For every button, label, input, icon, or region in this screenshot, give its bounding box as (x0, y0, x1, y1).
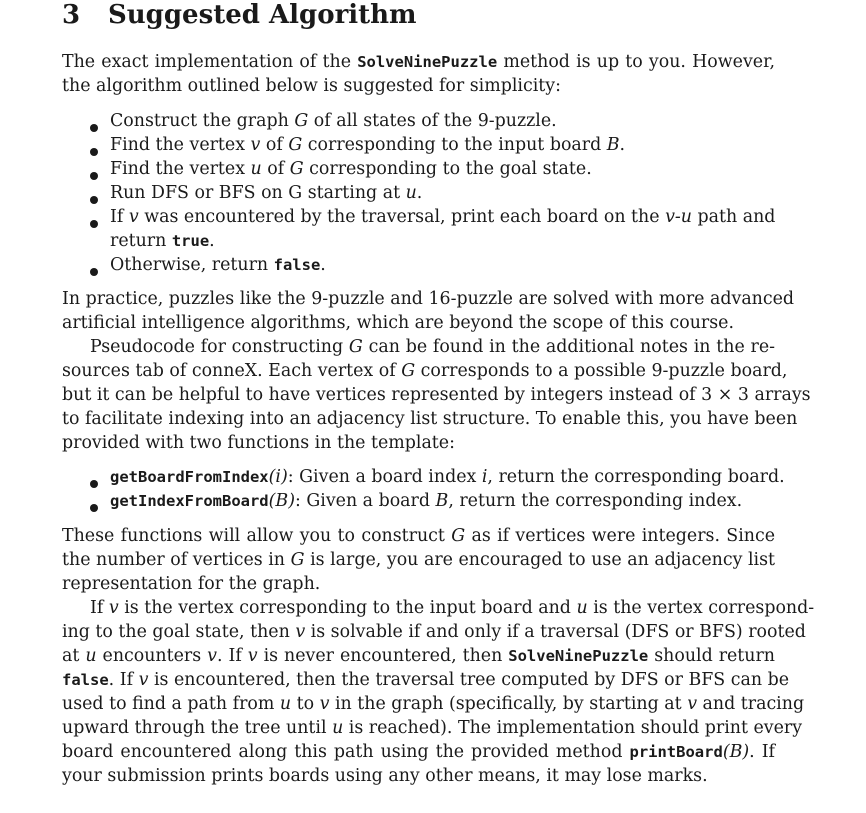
bullet (90, 196, 98, 204)
para4-line-7: board encountered along this path using the provided method printBoard(B). If (62, 742, 775, 762)
para3-line-1: These functions will allow you to construct G as if vertices were integers. Since (62, 526, 776, 546)
step-6: Otherwise, return false. (110, 255, 326, 275)
intro-line-2: the algorithm outlined below is suggested for simplicity: (62, 76, 561, 96)
function-name: getIndexFromBoard (110, 492, 269, 510)
para2-line-2: sources tab of conneX. Each vertex of G corresponds to a possible 9-puzzle board, (62, 361, 788, 381)
intro-line-1: The exact implementation of the SolveNinePuzzle method is up to you. However, (62, 52, 775, 72)
para1-line-1: In practice, puzzles like the 9-puzzle and 16-puzzle are solved with more advanced (62, 289, 795, 309)
method-name: SolveNinePuzzle (357, 53, 498, 71)
para4-line-1: If v is the vertex corresponding to the input board and u is the vertex correspond- (90, 598, 815, 618)
para4-line-4: false. If v is encountered, then the traversal tree computed by DFS or BFS can be (62, 670, 790, 690)
para2-line-5: provided with two functions in the template: (62, 433, 455, 453)
para4-line-2: ing to the goal state, then v is solvable if and only if a traversal (DFS or BFS) rooted (62, 622, 806, 642)
step-1: Construct the graph G of all states of the 9-puzzle. (110, 111, 557, 131)
para2-line-1: Pseudocode for constructing G can be found in the additional notes in the re- (90, 337, 775, 357)
step-4: Run DFS or BFS on G starting at u. (110, 183, 423, 203)
step-2: Find the vertex v of G corresponding to the input board B. (110, 135, 626, 155)
section-title: Suggested Algorithm (108, 0, 417, 30)
para4-line-3: at u encounters v. If v is never encountered, then SolveNinePuzzle should return (62, 646, 776, 666)
function-1: getBoardFromIndex(i): Given a board index i, return the corresponding board. (110, 467, 785, 487)
step-5: If v was encountered by the traversal, print each board on the v-u path and (110, 207, 776, 227)
step-5-cont: return true. (110, 231, 215, 251)
para4-line-6: upward through the tree until u is reached). The implementation should print every (62, 718, 803, 738)
section-number: 3 (62, 0, 81, 30)
bullet (90, 268, 98, 276)
para4-line-5: used to find a path from u to v in the graph (specifically, by starting at v and tracing (62, 694, 805, 714)
bullet (90, 148, 98, 156)
para3-line-2: the number of vertices in G is large, you are encouraged to use an adjacency list (62, 550, 776, 570)
function-2: getIndexFromBoard(B): Given a board B, return the corresponding index. (110, 491, 743, 511)
bullet (90, 504, 98, 512)
bullet (90, 172, 98, 180)
para2-line-4: to facilitate indexing into an adjacency list structure. To enable this, you have been (62, 409, 798, 429)
section-heading (62, 0, 417, 30)
para1-line-2: artificial intelligence algorithms, which are beyond the scope of this course. (62, 313, 734, 333)
bullet (90, 480, 98, 488)
bullet (90, 220, 98, 228)
function-name: getBoardFromIndex (110, 468, 269, 486)
para2-line-3: but it can be helpful to have vertices represented by integers instead of 3 × 3 arrays (62, 385, 811, 405)
bullet (90, 124, 98, 132)
step-3: Find the vertex u of G corresponding to the goal state. (110, 159, 592, 179)
para3-line-3: representation for the graph. (62, 574, 321, 594)
para4-line-8: your submission prints boards using any other means, it may lose marks. (62, 766, 708, 786)
